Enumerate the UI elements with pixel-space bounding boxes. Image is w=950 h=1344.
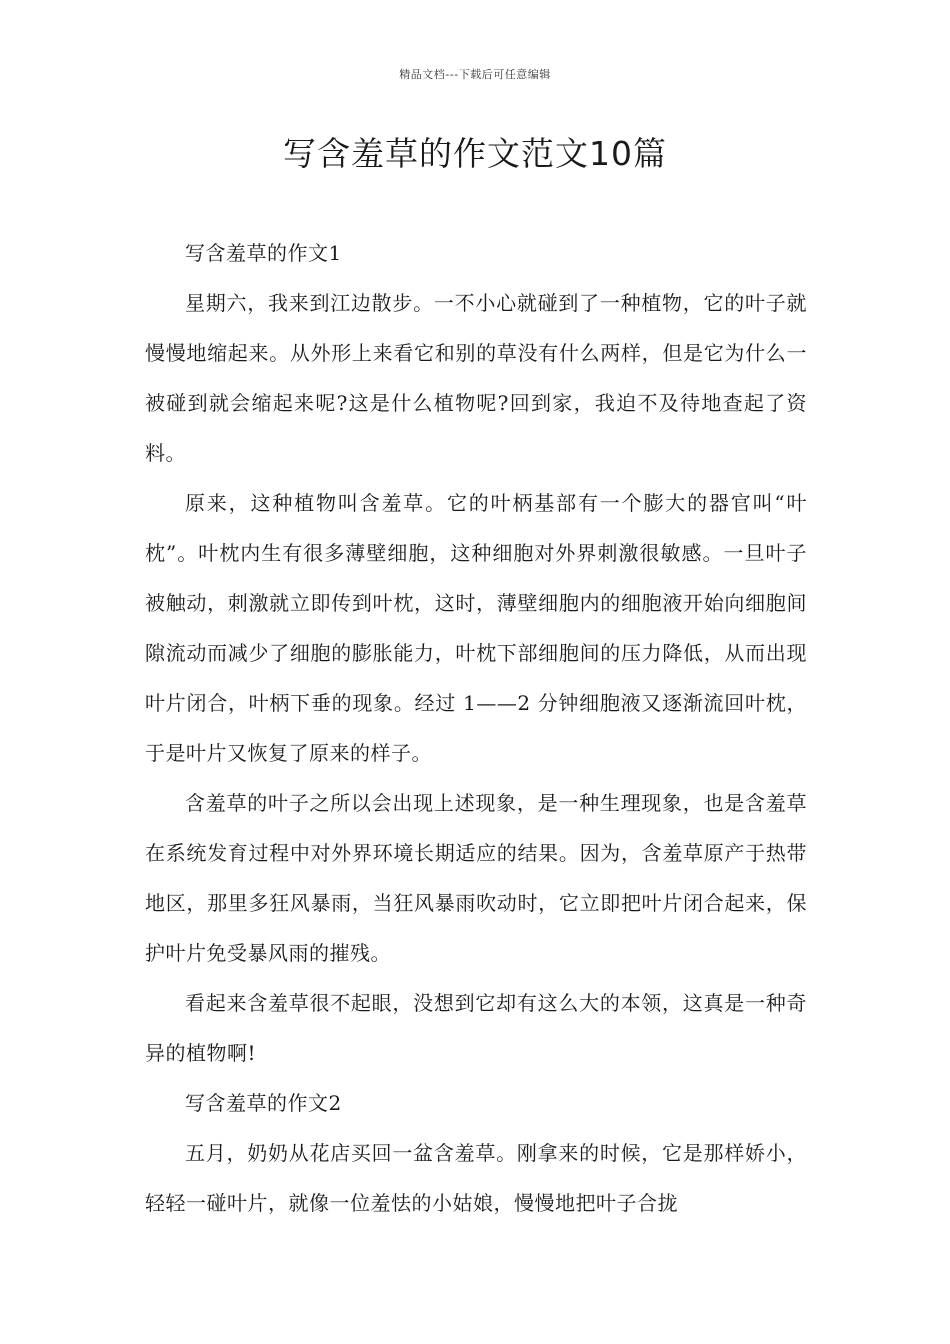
header-note: 精品文档---下载后可任意编辑 bbox=[399, 68, 551, 81]
document-body bbox=[145, 228, 807, 1228]
section-heading: 写含羞草的作文1 bbox=[185, 241, 342, 265]
paragraph: 看起来含羞草很不起眼，没想到它却有这么大的本领，这真是一种奇异的植物啊! bbox=[145, 991, 807, 1065]
section-heading: 写含羞草的作文2 bbox=[185, 1091, 342, 1115]
paragraph: 原来，这种植物叫含羞草。它的叶柄基部有一个膨大的器官叫“叶枕”。叶枕内生有很多薄壁细胞，这种细胞对外界刺激很敏感。一旦叶子被触动，刺激就立即传到叶枕，这时，薄壁细胞内的细胞液开始向细胞间隙流动而减少了细胞的膨胀能力，叶枕下部细胞间的压力降低，从而出现叶片闭合，叶柄下垂的现象。经过 1——2 分钟细胞液又逐渐流回叶枕，于是叶片又恢复了原来的样子。 bbox=[145, 491, 807, 765]
paragraph: 星期六，我来到江边散步。一不小心就碰到了一种植物，它的叶子就慢慢地缩起来。从外形上来看它和别的草没有什么两样，但是它为什么一被碰到就会缩起来呢?这是什么植物呢?回到家，我迫不及待地查起了资料。 bbox=[145, 291, 807, 465]
paragraph: 五月，奶奶从花店买回一盆含羞草。刚拿来的时候，它是那样娇小，轻轻一碰叶片，就像一位羞怯的小姑娘，慢慢地把叶子合拢 bbox=[145, 1141, 807, 1215]
paragraph: 含羞草的叶子之所以会出现上述现象，是一种生理现象，也是含羞草在系统发育过程中对外界环境长期适应的结果。因为，含羞草原产于热带地区，那里多狂风暴雨，当狂风暴雨吹动时，它立即把叶片闭合起来，保护叶片免受暴风雨的摧残。 bbox=[145, 791, 807, 965]
document-title: 写含羞草的作文范文10篇 bbox=[283, 134, 667, 173]
